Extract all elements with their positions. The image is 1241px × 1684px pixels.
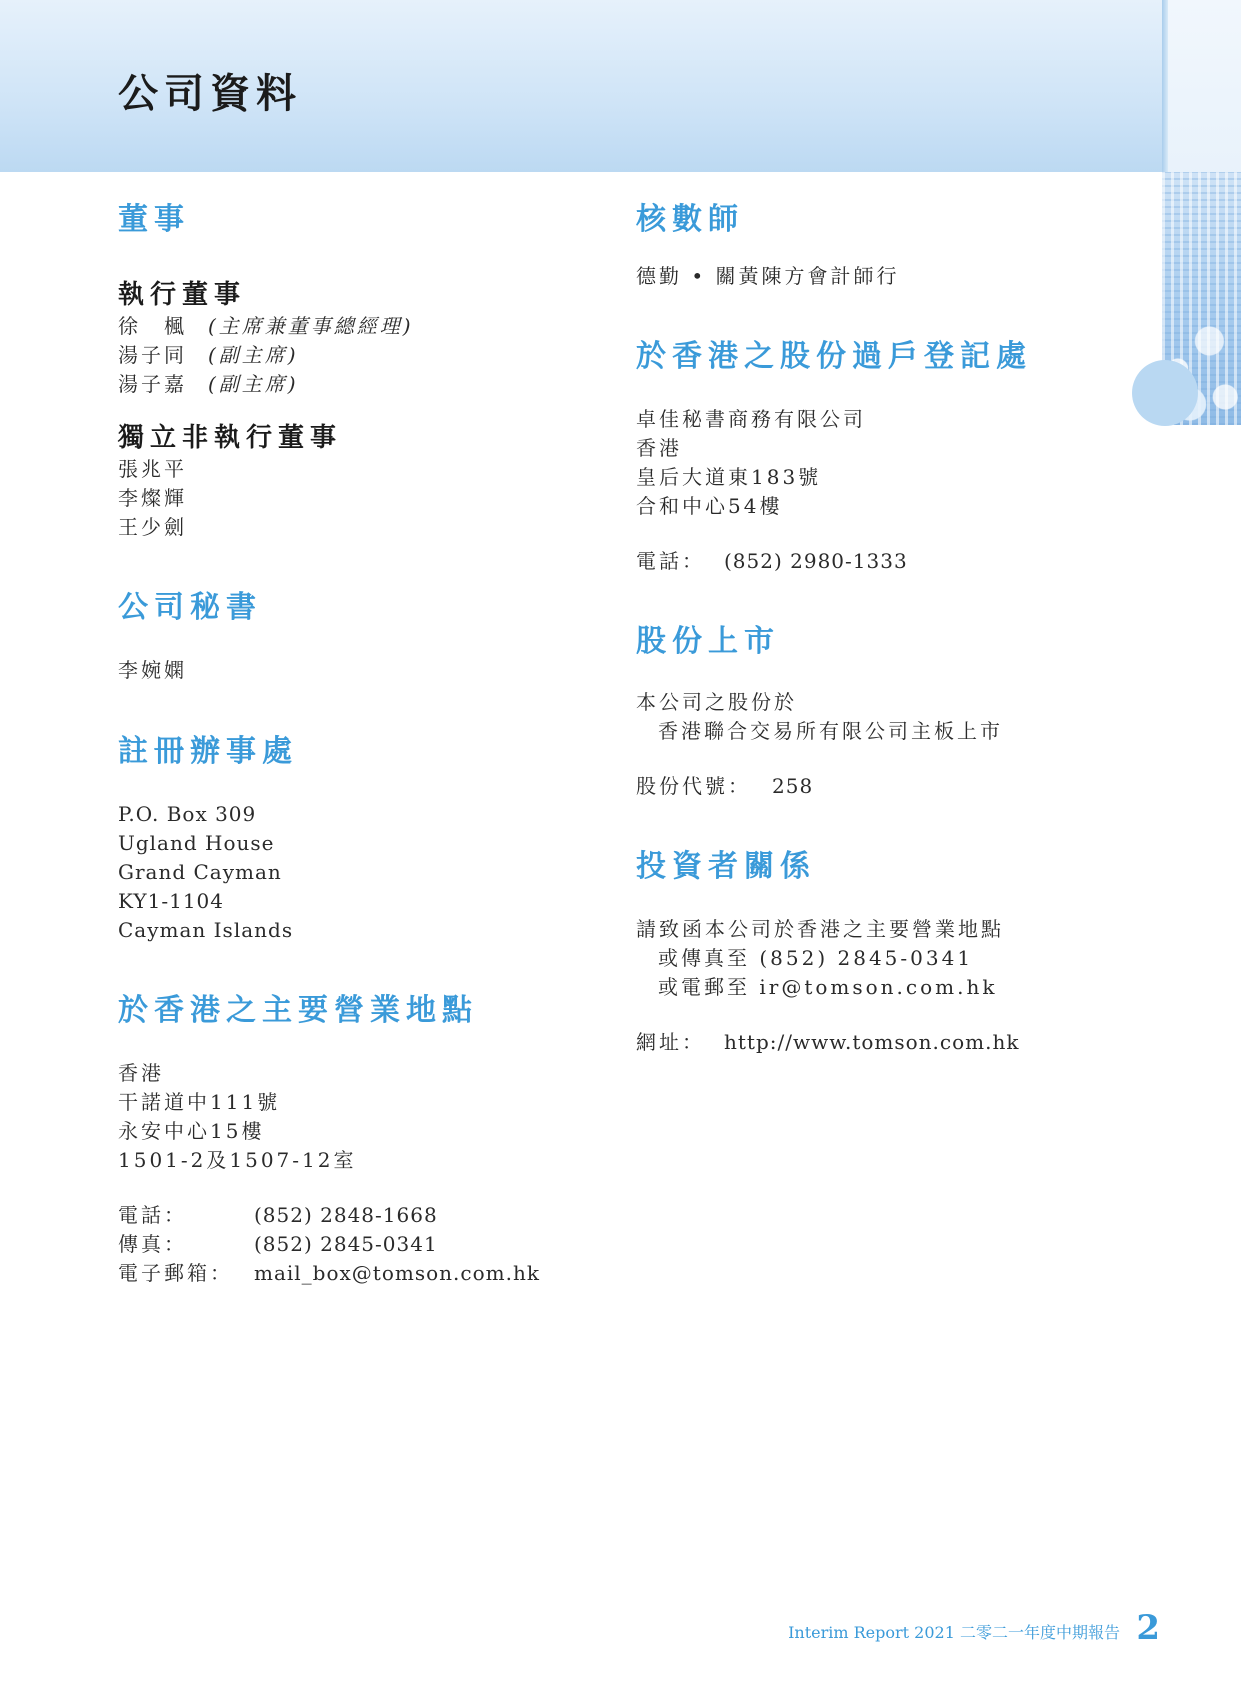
secretary-section — [118, 588, 588, 685]
listing-line: 香港聯合交易所有限公司主板上市 — [658, 719, 1003, 743]
share-registrar-address — [636, 405, 1136, 521]
stock-code-row — [636, 772, 1136, 801]
directors-title: 董事 — [118, 202, 190, 237]
executive-director-row — [118, 370, 588, 399]
director-name: 湯子同 — [118, 343, 187, 367]
executive-director-row — [118, 312, 588, 341]
page-title: 公司資料 — [118, 70, 302, 117]
email-value: mail_box@tomson.com.hk — [254, 1261, 540, 1285]
address-line: 香港 — [118, 1061, 164, 1085]
secretary-title: 公司秘書 — [118, 590, 262, 625]
director-role: (副主席) — [208, 343, 299, 367]
auditor-title: 核數師 — [636, 202, 744, 237]
share-registrar-section — [636, 337, 1136, 576]
executive-directors-title: 執行董事 — [118, 280, 247, 310]
telephone-label: 電話： — [636, 549, 705, 573]
independent-directors-title: 獨立非執行董事 — [118, 423, 343, 453]
address-line: Grand Cayman — [118, 860, 282, 884]
ir-fax-line: 或傳真至 (852) 2845-0341 — [658, 946, 974, 970]
listing-title: 股份上市 — [636, 624, 780, 659]
footer — [760, 1610, 1160, 1650]
director-name: 徐 楓 — [118, 314, 187, 338]
directors-section — [118, 200, 588, 542]
email-row — [118, 1259, 588, 1288]
independent-director-name: 張兆平 — [118, 457, 187, 481]
stock-code-label: 股份代號： — [636, 774, 751, 798]
website-row — [636, 1028, 1136, 1057]
principal-office-contacts — [118, 1201, 588, 1288]
fax-value: (852) 2845-0341 — [254, 1232, 438, 1256]
fax-label: 傳真： — [118, 1232, 187, 1256]
registered-office-title: 註冊辦事處 — [118, 734, 298, 769]
fax-row — [118, 1230, 588, 1259]
principal-office-section — [118, 991, 588, 1288]
footer-report-title: Interim Report 2021 二零二一年度中期報告 — [788, 1623, 1120, 1642]
website-label: 網址： — [636, 1030, 705, 1054]
investor-relations-section — [636, 847, 1136, 1057]
telephone-row — [118, 1201, 588, 1230]
website-link[interactable]: http://www.tomson.com.hk — [724, 1030, 1020, 1054]
auditor-section — [636, 200, 1136, 291]
address-line: 干諾道中111號 — [118, 1090, 281, 1114]
stock-code-value: 258 — [772, 774, 814, 798]
ir-email-line: 或電郵至 ir@tomson.com.hk — [658, 975, 998, 999]
email-label: 電子郵箱： — [118, 1261, 233, 1285]
address-line: 永安中心15樓 — [118, 1119, 265, 1143]
independent-director-name: 李燦輝 — [118, 486, 187, 510]
independent-director-name: 王少劍 — [118, 515, 187, 539]
telephone-label: 電話： — [118, 1203, 187, 1227]
right-column — [636, 200, 1136, 1057]
director-name: 湯子嘉 — [118, 372, 187, 396]
address-line: Cayman Islands — [118, 918, 294, 942]
director-role: (主席兼董事總經理) — [208, 314, 414, 338]
address-line: 皇后大道東183號 — [636, 465, 822, 489]
page-number: 2 — [1136, 1608, 1160, 1648]
address-line: 1501-2及1507-12室 — [118, 1148, 357, 1172]
director-role: (副主席) — [208, 372, 299, 396]
address-line: KY1-1104 — [118, 889, 224, 913]
telephone-value: (852) 2980-1333 — [724, 549, 908, 573]
registrar-telephone-row — [636, 547, 1136, 576]
left-column — [118, 200, 588, 1288]
listing-line: 本公司之股份於 — [636, 690, 797, 714]
secretary-name: 李婉嫻 — [118, 658, 187, 682]
registered-office-section — [118, 732, 588, 945]
principal-office-title: 於香港之主要營業地點 — [118, 993, 478, 1028]
share-registrar-title: 於香港之股份過戶登記處 — [636, 339, 1032, 374]
address-line: 合和中心54樓 — [636, 494, 783, 518]
registered-office-address — [118, 800, 588, 945]
address-line: 香港 — [636, 436, 682, 460]
auditor-name: 德勤 • 關黃陳方會計師行 — [636, 264, 900, 288]
executive-director-row — [118, 341, 588, 370]
address-line: P.O. Box 309 — [118, 802, 257, 826]
ir-line: 請致函本公司於香港之主要營業地點 — [636, 917, 1004, 941]
decorative-circle — [1132, 360, 1198, 426]
telephone-value: (852) 2848-1668 — [254, 1203, 438, 1227]
principal-office-address — [118, 1059, 588, 1175]
investor-relations-title: 投資者關係 — [636, 849, 816, 884]
address-line: Ugland House — [118, 831, 275, 855]
address-line: 卓佳秘書商務有限公司 — [636, 407, 866, 431]
listing-section — [636, 622, 1136, 801]
